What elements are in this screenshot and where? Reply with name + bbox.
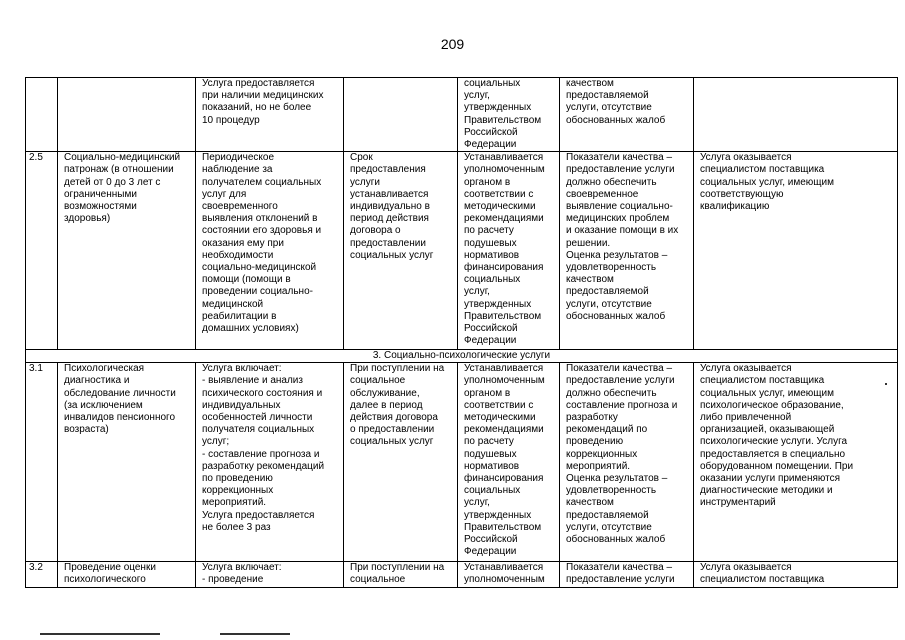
service-conditions: Услуга оказывается специалистом поставщика	[694, 562, 898, 587]
service-name: Проведение оценки психологического	[58, 562, 196, 587]
page-number: 209	[440, 36, 465, 52]
service-standards: социальных услуг, утвержденных Правительством Российской Федерации	[458, 78, 560, 152]
service-conditions	[694, 78, 898, 152]
service-term: При поступлении на социальное обслуживание, далее в период действия договора о предоставлении социальных услуг	[344, 363, 458, 562]
scan-artifact-line	[220, 633, 290, 635]
service-name: Социально-медицинский патронаж (в отношении детей от 0 до 3 лет с ограниченными возможностями здоровья)	[58, 152, 196, 350]
service-standards: Устанавливается уполномоченным органом в соответствии с методическими рекомендациями по расчету подушевых нормативов финансирования социальных услуг, утвержденных Правительством Российской Федерации	[458, 152, 560, 350]
service-quality: Показатели качества – предоставление услуги	[560, 562, 694, 587]
service-description: Периодическое наблюдение за получателем социальных услуг для своевременного выявления отклонений в состоянии его здоровья и оказания ему при необходимости социально-медицинской помощи (помощи в проведении социально- медицинской реабилитации в домашних условиях)	[196, 152, 344, 350]
service-description: Услуга включает: - проведение	[196, 562, 344, 587]
scan-artifact-line	[40, 633, 160, 635]
service-term: Срок предоставления услуги устанавливается индивидуально в период действия договора о предоставлении социальных услуг	[344, 152, 458, 350]
scan-artifact-dot	[885, 383, 887, 385]
service-quality: качеством предоставляемой услуги, отсутствие обоснованных жалоб	[560, 78, 694, 152]
service-conditions: Услуга оказывается специалистом поставщика социальных услуг, имеющим психологическое образование, либо привлеченной организацией, оказывающей психологические услуги. Услуга предоставляется в специально оборудованном помещении. При оказании услуги применяются диагностические методики и инструментарий	[694, 363, 898, 562]
section-header-row	[26, 350, 898, 363]
services-table	[25, 77, 898, 588]
row-number: 2.5	[26, 152, 58, 350]
row-number: 3.1	[26, 363, 58, 562]
table-row	[26, 562, 898, 587]
row-number: 3.2	[26, 562, 58, 587]
service-description: Услуга включает: - выявление и анализ психического состояния и индивидуальных особенностей личности получателя социальных услуг; - составление прогноза и разработку рекомендаций по проведению коррекционных мероприятий. Услуга предоставляется не более 3 раз	[196, 363, 344, 562]
section-title: 3. Социально-психологические услуги	[26, 350, 898, 363]
service-standards: Устанавливается уполномоченным	[458, 562, 560, 587]
table-row	[26, 78, 898, 152]
table-row	[26, 363, 898, 562]
service-term: При поступлении на социальное	[344, 562, 458, 587]
service-quality: Показатели качества – предоставление услуги должно обеспечить своевременное выявление социально- медицинских проблем и оказание помощи в их решении. Оценка результатов – удовлетворенность качеством предоставляемой услуги, отсутствие обоснованных жалоб	[560, 152, 694, 350]
row-number	[26, 78, 58, 152]
service-standards: Устанавливается уполномоченным органом в соответствии с методическими рекомендациями по расчету подушевых нормативов финансирования социальных услуг, утвержденных Правительством Российской Федерации	[458, 363, 560, 562]
service-name: Психологическая диагностика и обследование личности (за исключением инвалидов пенсионного возраста)	[58, 363, 196, 562]
service-conditions: Услуга оказывается специалистом поставщика социальных услуг, имеющим соответствующую квалификацию	[694, 152, 898, 350]
service-name	[58, 78, 196, 152]
service-quality: Показатели качества – предоставление услуги должно обеспечить составление прогноза и разработку рекомендаций по проведению коррекционных мероприятий. Оценка результатов – удовлетворенность качеством предоставляемой услуги, отсутствие обоснованных жалоб	[560, 363, 694, 562]
service-term	[344, 78, 458, 152]
table-row	[26, 152, 898, 350]
service-description: Услуга предоставляется при наличии медицинских показаний, но не более 10 процедур	[196, 78, 344, 152]
